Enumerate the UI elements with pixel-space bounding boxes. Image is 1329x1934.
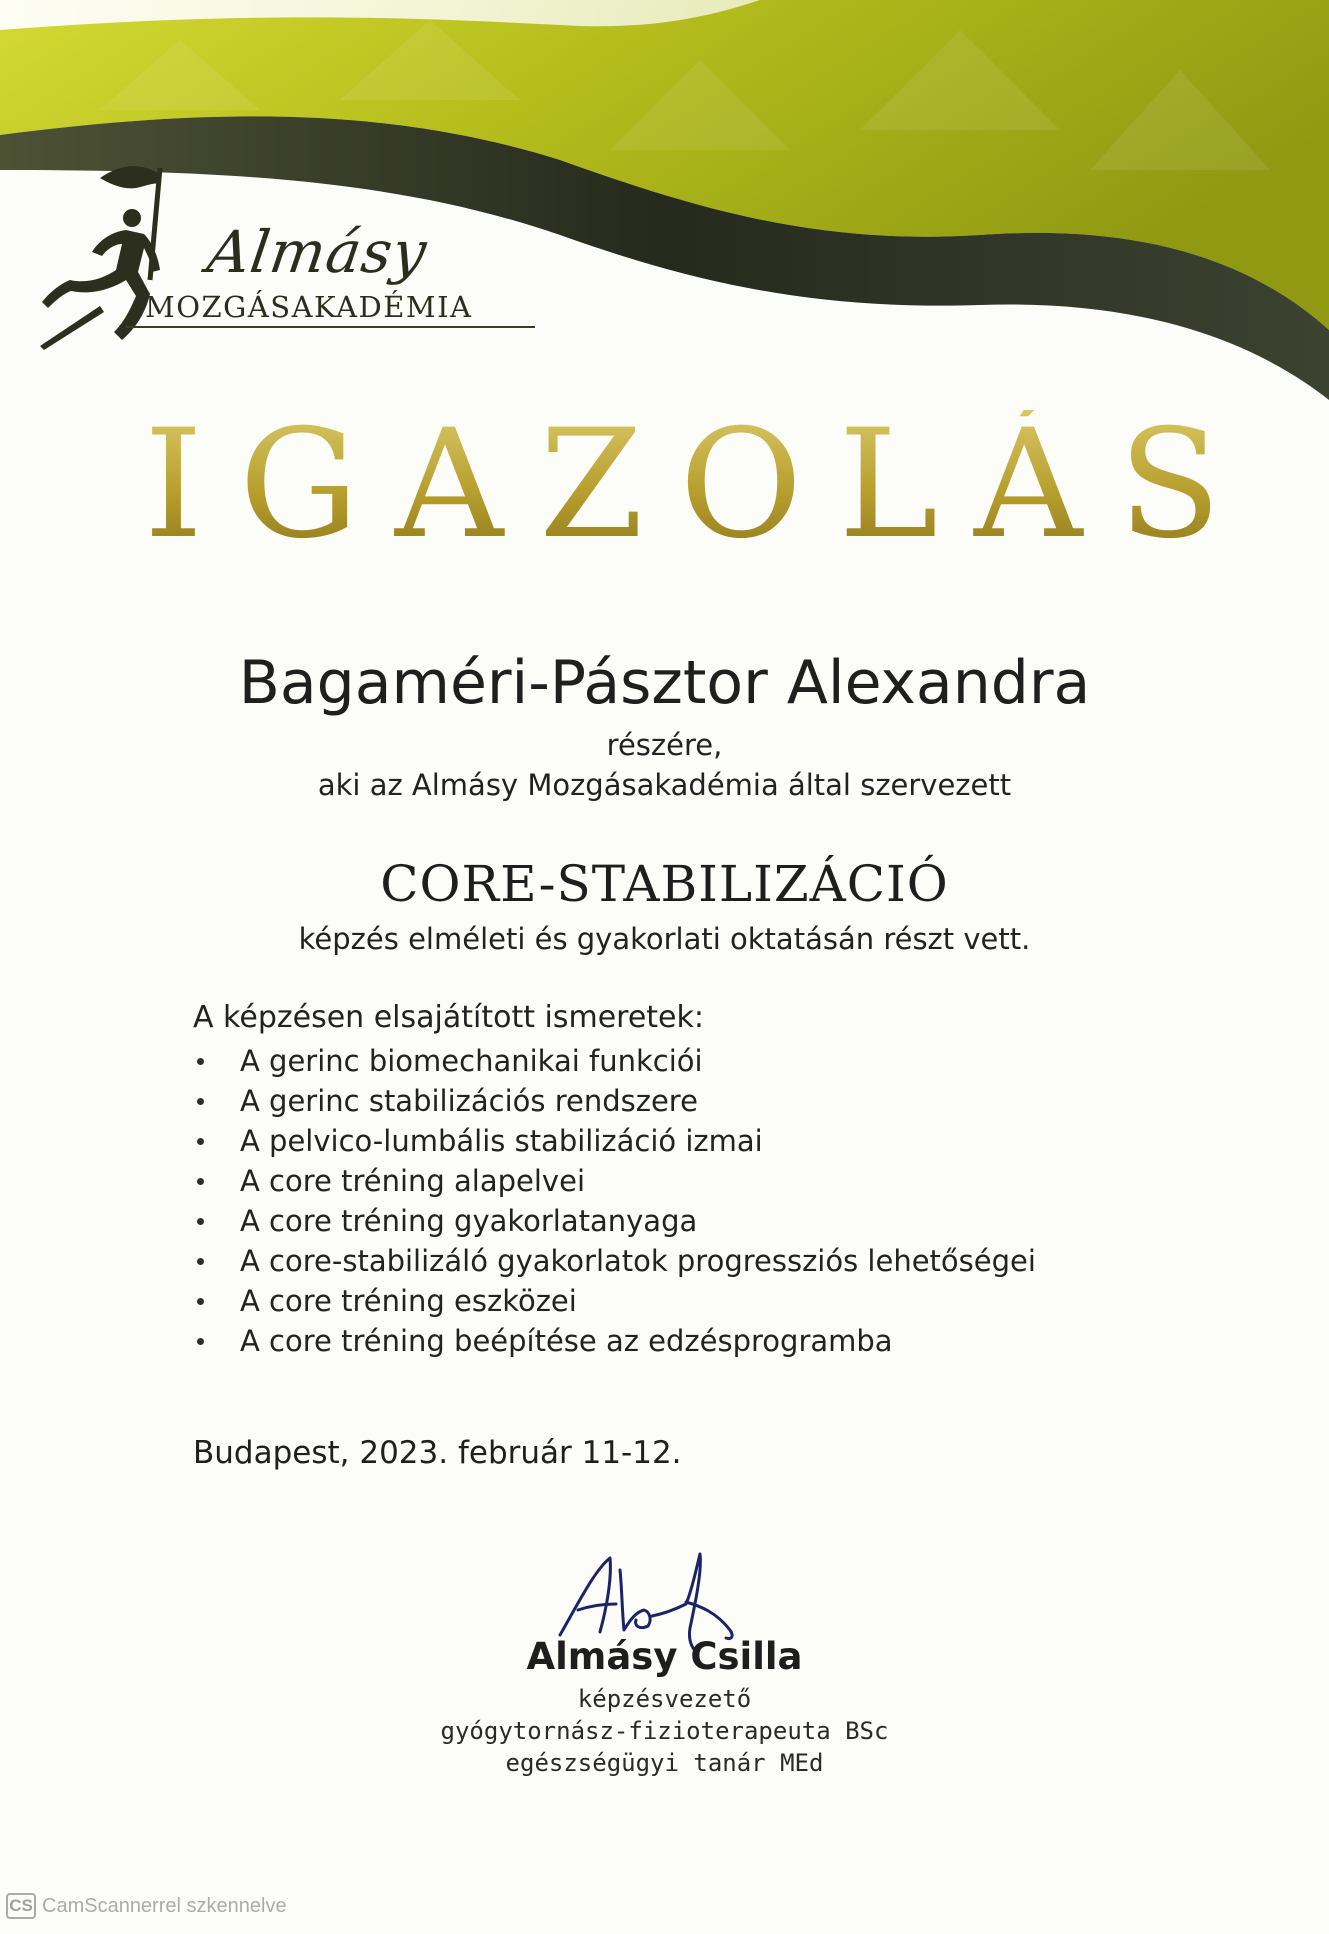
bullet-icon <box>197 1218 204 1225</box>
list-item <box>193 1041 1143 1081</box>
organizer-line: aki az Almásy Mozgásakadémia által szervezett <box>317 768 1012 802</box>
list-item-text: A core tréning beépítése az edzésprogramba <box>240 1324 893 1358</box>
signer-role-3: egészségügyi tanár MEd <box>505 1749 824 1777</box>
list-item-text: A core tréning eszközei <box>240 1284 577 1318</box>
list-item-text: A gerinc stabilizációs rendszere <box>240 1084 698 1118</box>
logo-script-text: Almásy <box>203 218 432 286</box>
academy-logo <box>40 160 550 350</box>
list-item <box>193 1201 1143 1241</box>
bullet-icon <box>197 1178 204 1185</box>
list-item-text: A gerinc biomechanikai funkciói <box>240 1044 703 1078</box>
bullet-icon <box>197 1298 204 1305</box>
signer-name: Almásy Csilla <box>526 1635 803 1678</box>
skills-list <box>193 1041 1143 1361</box>
bullet-icon <box>197 1338 204 1345</box>
list-item <box>193 1161 1143 1201</box>
camscanner-icon: CS <box>6 1893 36 1919</box>
bullet-icon <box>197 1258 204 1265</box>
bullet-icon <box>197 1138 204 1145</box>
bullet-icon <box>197 1058 204 1065</box>
list-item <box>193 1241 1143 1281</box>
list-item <box>193 1321 1143 1361</box>
course-title: CORE-STABILIZÁCIÓ <box>380 855 949 913</box>
list-item <box>193 1081 1143 1121</box>
signer-role-1: képzésvezető <box>577 1685 752 1713</box>
list-item-text: A core-stabilizáló gyakorlatok progressziós lehetőségei <box>240 1244 1036 1278</box>
watermark-text: CamScannerrel szkennelve <box>42 1894 287 1917</box>
list-item-text: A core tréning gyakorlatanyaga <box>240 1204 698 1238</box>
place-and-date: Budapest, 2023. február 11-12. <box>193 1435 682 1471</box>
scanner-watermark <box>6 1893 287 1919</box>
logo-subtitle: MOZGÁSAKADÉMIA <box>145 290 473 324</box>
document-title: IGAZOLÁS <box>0 410 1329 560</box>
list-item-text: A core tréning alapelvei <box>240 1164 585 1198</box>
list-item <box>193 1281 1143 1321</box>
skills-heading: A képzésen elsajátított ismeretek: <box>193 1000 704 1035</box>
reszere-line: részére, <box>606 728 723 762</box>
bullet-icon <box>197 1098 204 1105</box>
skills-section <box>193 1000 1143 1361</box>
list-item <box>193 1121 1143 1161</box>
list-item-text: A pelvico-lumbális stabilizáció izmai <box>240 1124 763 1158</box>
participation-line: képzés elméleti és gyakorlati oktatásán részt vett. <box>298 922 1031 956</box>
logo-underline <box>125 326 535 328</box>
signer-role-2: gyógytornász-fizioterapeuta BSc <box>440 1717 889 1745</box>
recipient-name: Bagaméri-Pásztor Alexandra <box>238 648 1091 718</box>
